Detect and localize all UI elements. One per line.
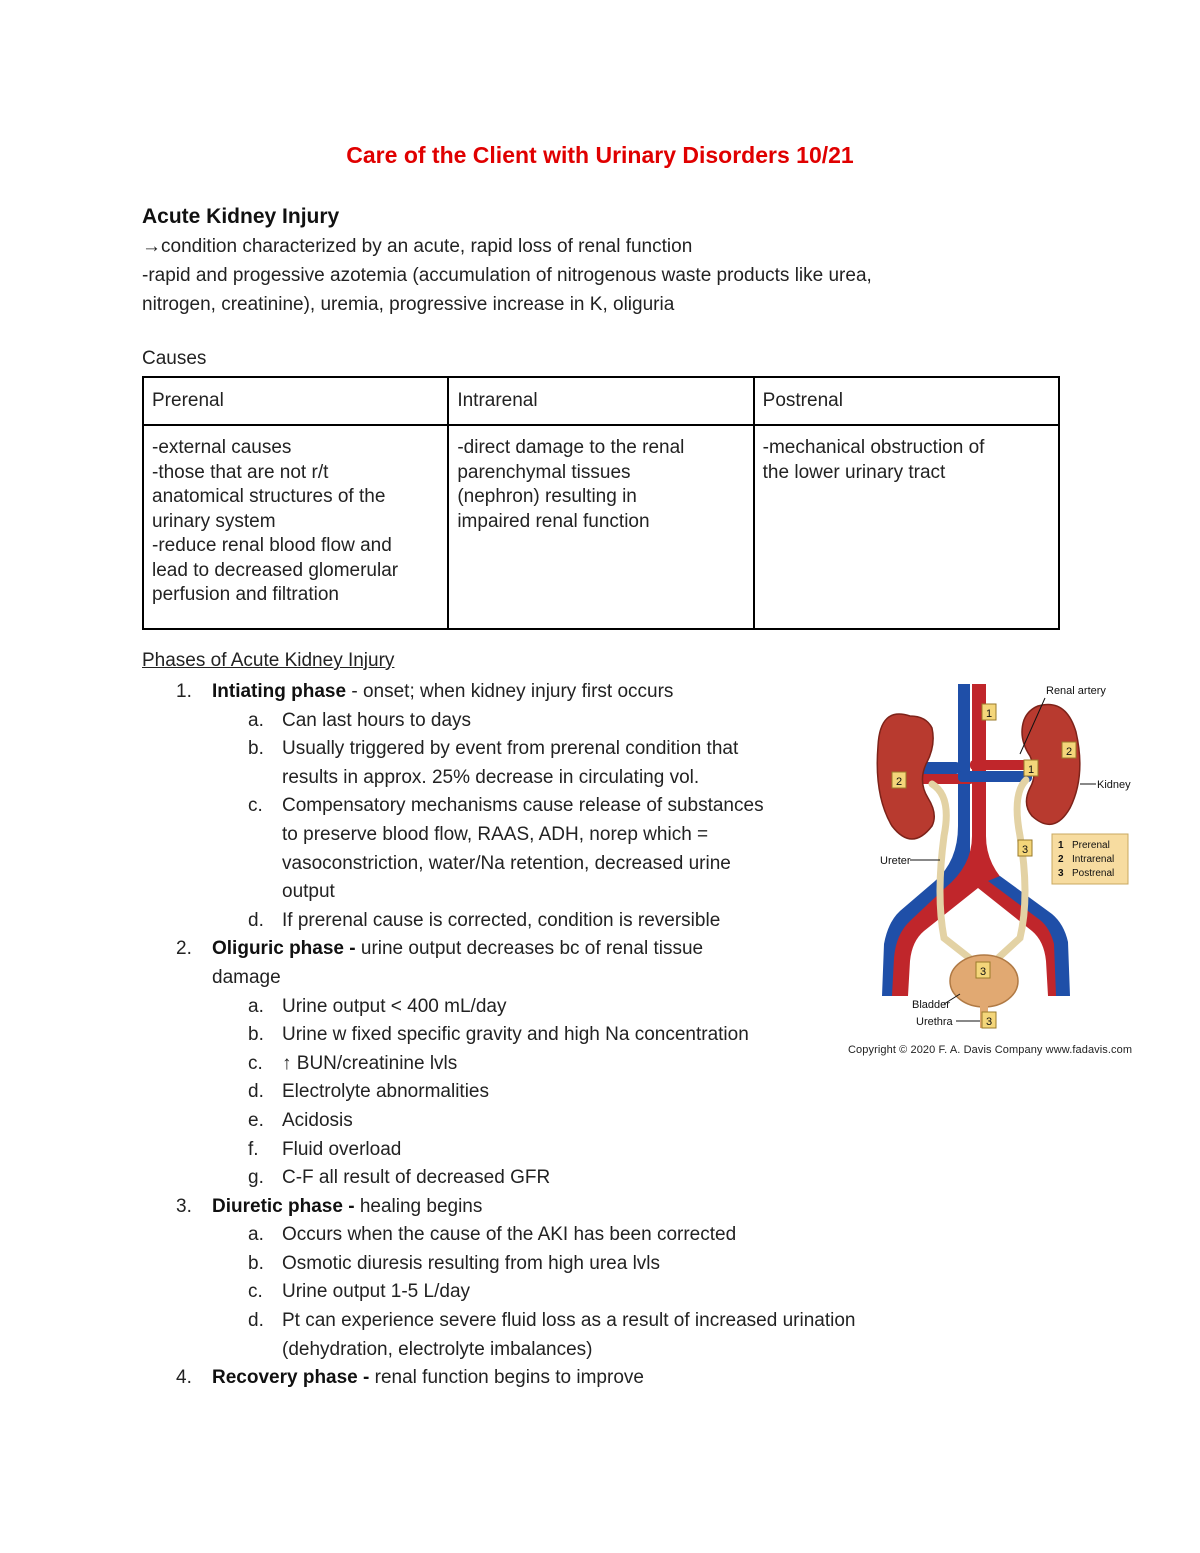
list-item (142, 1021, 942, 1050)
phase-text (212, 1193, 482, 1222)
item-text: Compensatory mechanisms cause release of substances (282, 795, 764, 817)
badge-3-bladder-text: 3 (979, 966, 987, 978)
item-letter: f. (248, 1138, 259, 1160)
badge-2-left-text: 2 (895, 776, 903, 788)
figure-credit: Copyright © 2020 F. A. Davis Company www.fadavis.com (848, 1044, 1133, 1056)
item-text: (dehydration, electrolyte imbalances) (282, 1338, 593, 1360)
label-bladder: Bladder (912, 999, 950, 1011)
phase-desc: urine output decreases bc of renal tissue (355, 938, 704, 960)
item-text: Urine w fixed specific gravity and high Na concentration (282, 1024, 749, 1046)
cell-line: -those that are not r/t (152, 461, 329, 483)
cell-line: (nephron) resulting in (457, 486, 637, 507)
phase-item (142, 935, 942, 964)
cell-intrarenal (448, 425, 753, 629)
item-text: If prerenal cause is corrected, condition is reversible (282, 909, 721, 931)
renal-artery-right (970, 760, 1032, 770)
cell-line: lead to decreased glomerular (152, 559, 399, 581)
phase-text (212, 1364, 644, 1393)
list-item (142, 1050, 942, 1079)
item-text: Pt can experience severe fluid loss as a result of increased urination (282, 1310, 856, 1332)
list-item (142, 1107, 942, 1136)
legend-text-1: Prerenal (1072, 840, 1110, 851)
label-kidney: Kidney (1097, 779, 1131, 791)
phase-title: Oliguric phase - (212, 938, 356, 960)
item-text: Electrolyte abnormalities (282, 1081, 489, 1103)
phase-desc: - onset; when kidney injury first occurs (346, 681, 674, 702)
item-letter: b. (248, 738, 264, 760)
cell-line: impaired renal function (457, 510, 650, 532)
item-text: Urine output < 400 mL/day (282, 995, 507, 1017)
cell-line: parenchymal tissues (457, 461, 631, 483)
item-letter: c. (248, 795, 263, 817)
phase-title: Intiating phase (212, 681, 347, 702)
badge-2-right-text: 2 (1065, 746, 1073, 758)
label-urethra: Urethra (916, 1016, 953, 1028)
item-letter: d. (248, 1081, 264, 1103)
cell-line: -external causes (152, 437, 292, 458)
item-text: Osmotic diuresis resulting from high urea lvls (282, 1252, 661, 1274)
section-heading: Acute Kidney Injury (142, 205, 340, 228)
causes-table (142, 376, 1060, 630)
badge-3-ureter-text: 3 (1021, 844, 1029, 856)
list-item (142, 1136, 942, 1165)
item-letter: e. (248, 1109, 264, 1131)
header-postrenal: Postrenal (754, 377, 1059, 425)
cell-prerenal (143, 425, 448, 629)
phase-number: 4. (176, 1367, 192, 1389)
legend-num-3: 3 (1058, 868, 1064, 879)
item-text: Urine output 1-5 L/day (282, 1281, 471, 1303)
azotemia-line: -rapid and progessive azotemia (accumulation of nitrogenous waste products like urea, (142, 265, 872, 286)
cell-postrenal (754, 425, 1059, 629)
legend-num-1: 1 (1058, 840, 1064, 851)
phase-text (212, 935, 703, 964)
badge-1-mid-text: 1 (1027, 764, 1035, 776)
phase-title: Recovery phase - (212, 1367, 370, 1389)
list-item-cont (142, 878, 942, 907)
phase-item (142, 1193, 942, 1222)
item-text: C-F all result of decreased GFR (282, 1167, 551, 1189)
legend-num-2: 2 (1058, 854, 1064, 865)
list-item-cont (142, 764, 942, 793)
phase-item (142, 678, 942, 707)
phase-desc: renal function begins to improve (369, 1367, 644, 1389)
list-item (142, 1078, 942, 1107)
phase-title: Diuretic phase - (212, 1195, 355, 1217)
list-item (142, 792, 942, 821)
label-ureter: Ureter (880, 855, 911, 867)
ureter-right (996, 780, 1029, 960)
phases-list (142, 678, 942, 1393)
item-letter: d. (248, 909, 264, 931)
item-letter: c. (248, 1052, 263, 1074)
list-item-cont (142, 850, 942, 879)
phase-desc: healing begins (354, 1195, 483, 1217)
list-item-cont (142, 821, 942, 850)
list-item (142, 1221, 942, 1250)
item-text: Acidosis (282, 1109, 353, 1131)
list-item (142, 1278, 942, 1307)
list-item (142, 707, 942, 736)
cell-line: -direct damage to the renal (457, 437, 685, 458)
phase-text (212, 678, 673, 707)
phase-desc-cont: damage (212, 966, 281, 988)
item-letter: a. (248, 995, 264, 1017)
item-letter: c. (248, 1281, 263, 1303)
phase-number: 1. (176, 681, 192, 702)
phase-item-cont (142, 964, 942, 993)
label-renal-artery: Renal artery (1046, 685, 1106, 697)
list-item (142, 1307, 942, 1336)
list-item (142, 1164, 942, 1193)
item-letter: a. (248, 709, 264, 731)
list-item (142, 907, 942, 936)
cell-line: -reduce renal blood flow and (152, 535, 392, 556)
azotemia-line-cont: nitrogen, creatinine), uremia, progressive increase in K, oliguria (142, 294, 675, 315)
cell-line: urinary system (152, 510, 276, 532)
item-text: Can last hours to days (282, 709, 472, 731)
header-prerenal: Prerenal (143, 377, 448, 425)
item-text: to preserve blood flow, RAAS, ADH, norep which = (282, 823, 709, 845)
item-text: output (282, 881, 335, 903)
item-letter: b. (248, 1252, 264, 1274)
list-item (142, 735, 942, 764)
item-text: results in approx. 25% decrease in circulating vol. (282, 766, 700, 788)
legend-text-3: Postrenal (1072, 868, 1115, 879)
item-text: vasoconstriction, water/Na retention, decreased urine (282, 852, 731, 874)
item-text: Fluid overload (282, 1138, 402, 1160)
list-item (142, 1250, 942, 1279)
list-item-cont (142, 1336, 942, 1365)
item-text: Usually triggered by event from prerenal condition that (282, 738, 739, 760)
phase-number: 2. (176, 938, 192, 960)
urinary-system-diagram (840, 676, 1140, 1068)
causes-label: Causes (142, 348, 207, 369)
phases-heading: Phases of Acute Kidney Injury (142, 650, 395, 671)
phase-item (142, 1364, 942, 1393)
item-letter: a. (248, 1224, 264, 1246)
cell-line: anatomical structures of the (152, 486, 386, 507)
phase-number: 3. (176, 1195, 192, 1217)
list-item (142, 993, 942, 1022)
badge-1-top-text: 1 (985, 708, 993, 720)
item-letter: d. (248, 1310, 264, 1332)
renal-vein-right (958, 771, 1032, 782)
item-letter: g. (248, 1167, 264, 1189)
causes-header-row (143, 377, 1059, 425)
causes-body-row (143, 425, 1059, 629)
legend-text-2: Intrarenal (1072, 854, 1115, 865)
cell-line: -mechanical obstruction of (762, 437, 985, 458)
item-letter: b. (248, 1024, 264, 1046)
item-text: Occurs when the cause of the AKI has been corrected (282, 1224, 737, 1246)
item-text: ↑ BUN/creatinine lvls (282, 1052, 458, 1074)
badge-3-urethra-text: 3 (985, 1016, 993, 1028)
cell-line: the lower urinary tract (762, 461, 946, 483)
header-intrarenal: Intrarenal (448, 377, 753, 425)
cell-line: perfusion and filtration (152, 584, 339, 605)
definition-line: →condition characterized by an acute, rapid loss of renal function (142, 236, 693, 257)
page-title: Care of the Client with Urinary Disorders 10/21 (346, 142, 854, 168)
